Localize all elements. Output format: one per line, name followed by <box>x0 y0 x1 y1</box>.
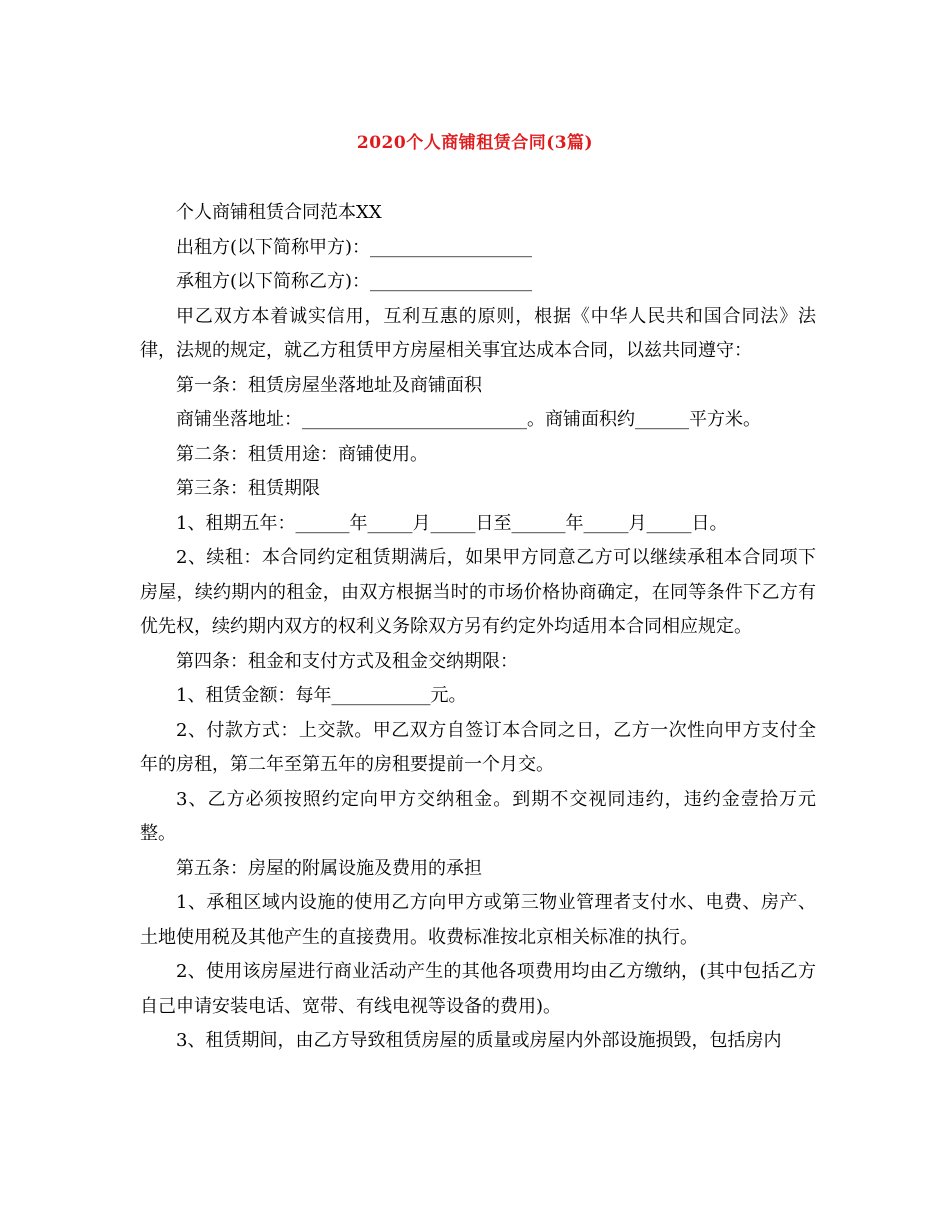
doc-paragraph: 出租方(以下简称甲方)：__________________ <box>176 236 533 258</box>
document-body <box>140 196 816 1059</box>
doc-paragraph: 2、续租：本合同约定租赁期满后，如果甲方同意乙方可以继续承租本合同项下房屋，续约期内的租金，由双方根据当时的市场价格协商确定，在同等条件下乙方有优先权，续约期内双方的权利义务除双方另有约定外均适用本合同相应规定。 <box>140 547 816 637</box>
doc-paragraph: 第四条：租金和支付方式及租金交纳期限： <box>176 650 518 672</box>
doc-paragraph: 1、租期五年：______年_____月_____日至______年_____月_____日。 <box>176 512 728 534</box>
doc-paragraph: 个人商铺租赁合同范本XX <box>176 202 382 223</box>
document-title: 2020个人商铺租赁合同(3篇) <box>356 133 594 153</box>
doc-paragraph: 2、使用该房屋进行商业活动产生的其他各项费用均由乙方缴纳，(其中包括乙方自己申请安装电话、宽带、有线电视等设备的费用)。 <box>140 961 816 1017</box>
doc-paragraph: 商铺坐落地址：_________________________。商铺面积约______平方米。 <box>176 409 761 430</box>
doc-paragraph: 第二条：租赁用途：商铺使用。 <box>176 443 428 465</box>
doc-paragraph: 甲乙双方本着诚实信用，互利互惠的原则，根据《中华人民共和国合同法》法律，法规的规定，就乙方租赁甲方房屋相关事宜达成本合同，以兹共同遵守： <box>140 305 816 361</box>
doc-paragraph: 承租方(以下简称乙方)：__________________ <box>176 271 533 292</box>
doc-paragraph: 第一条：租赁房屋坐落地址及商铺面积 <box>176 374 482 396</box>
doc-paragraph: 1、租赁金额：每年___________元。 <box>176 685 467 706</box>
doc-paragraph: 3、租赁期间，由乙方导致租赁房屋的质量或房屋内外部设施损毁，包括房内 <box>176 1030 782 1051</box>
doc-paragraph: 第五条：房屋的附属设施及费用的承担 <box>176 857 482 879</box>
doc-paragraph: 2、付款方式：上交款。甲乙双方自签订本合同之日，乙方一次性向甲方支付全年的房租，第二年至第五年的房租要提前一个月交。 <box>140 719 816 775</box>
doc-paragraph: 3、乙方必须按照约定向甲方交纳租金。到期不交视同违约，违约金壹拾万元整。 <box>140 788 816 844</box>
doc-paragraph: 第三条：租赁期限 <box>176 478 320 499</box>
doc-paragraph: 1、承租区域内设施的使用乙方向甲方或第三物业管理者支付水、电费、房产、土地使用税及其他产生的直接费用。收费标准按北京相关标准的执行。 <box>140 892 816 948</box>
